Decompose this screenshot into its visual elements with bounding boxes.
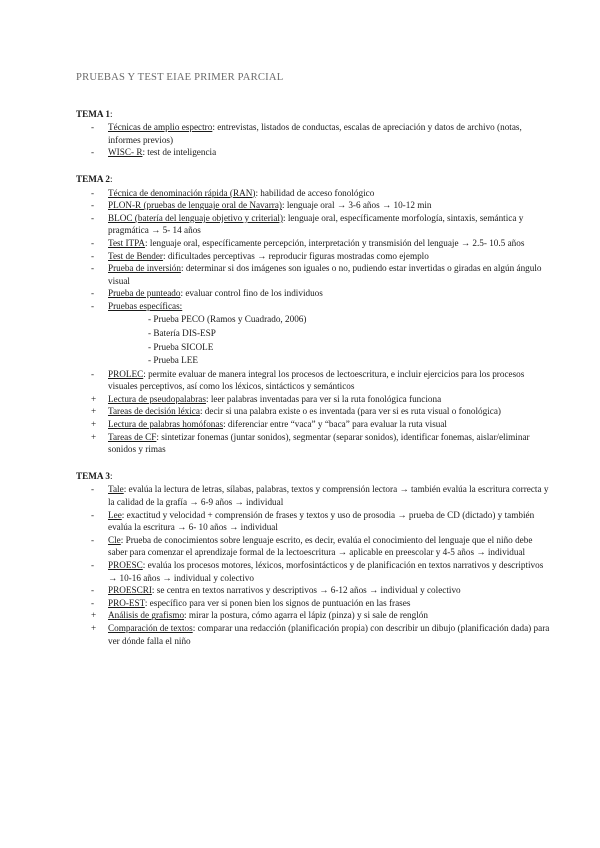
item-list: [76, 368, 552, 393]
item-text: : habilidad de acceso fonológico: [255, 187, 375, 198]
list-item: - Test ITPA: lenguaje oral, específicamente percepción, interpretación y transmisión del lenguaje → 2.5- 10.5 años: [91, 237, 525, 248]
item-text: : evalúa los procesos motores, léxicos, morfosintácticos y de planificación en textos narrativos y descriptivos → 10-16 años → individual y colectivo: [108, 559, 544, 583]
list-item: - PLON-R (pruebas de lenguaje oral de Navarra): lenguaje oral → 3-6 años → 10-12 min: [91, 200, 432, 211]
item-term: BLOC (batería del lenguaje objetivo y criterial): [108, 212, 284, 223]
item-text: : lenguaje oral → 3-6 años → 10-12 min: [281, 200, 432, 211]
list-item: - Cle: Prueba de conocimientos sobre lenguaje escrito, es decir, evalúa el conocimiento del lenguaje que el niño debe saber para comenzar el aprendizaje formal de la lectoescritura → aplicable en preescolar y 4-5 años → individual: [91, 534, 533, 558]
section-heading: TEMA 1:: [76, 108, 113, 119]
item-text: : mirar la postura, cómo agarra el lápiz (pinza) y si sale de renglón: [184, 610, 428, 621]
plus-list: [76, 393, 552, 456]
item-text: : evaluar control fino de los individuos: [180, 288, 323, 299]
item-term: Prueba de punteado: [108, 288, 181, 299]
item-term: Test de Bender: [108, 250, 163, 261]
list-item: - Test de Bender: dificultades perceptivas → reproducir figuras mostradas como ejemplo: [91, 250, 429, 261]
sub-list-item: - Prueba LEE: [148, 355, 199, 366]
sub-list: [108, 313, 552, 368]
list-item: - PRO-EST: específico para ver si ponen bien los signos de puntuación en las frases: [91, 597, 411, 608]
item-term: Tale: [108, 484, 124, 495]
section-tema-2: [76, 173, 552, 456]
item-text: : comparar una redacción (planificación propia) con describir un dibujo (planificación dada) para ver dónde falla el niño: [108, 622, 550, 646]
item-list: [76, 121, 552, 159]
item-term: Comparación de textos: [108, 622, 193, 633]
item-term: Pruebas específicas:: [108, 300, 183, 311]
item-text: : entrevistas, listados de conductas, escalas de apreciación y datos de archivo (notas, informes previos): [108, 122, 522, 145]
item-term: Técnicas de amplio espectro: [108, 122, 213, 133]
item-term: PRO-EST: [108, 597, 145, 608]
item-text: : test de inteligencia: [142, 147, 217, 158]
document-title: PRUEBAS Y TEST EIAE PRIMER PARCIAL: [76, 72, 284, 83]
item-list: [76, 483, 552, 609]
item-term: Tareas de CF: [108, 431, 157, 442]
item-term: Lectura de palabras homófonas: [108, 419, 224, 429]
list-item: - Prueba de punteado: evaluar control fino de los individuos: [91, 288, 323, 299]
item-text: : dificultades perceptivas → reproducir figuras mostradas como ejemplo: [162, 250, 429, 261]
list-item: + Comparación de textos: comparar una redacción (planificación propia) con describir un dibujo (planificación dada) para ver dónde falla el niño: [91, 622, 550, 646]
list-item: - Técnica de denominación rápida (RAN): habilidad de acceso fonológico: [91, 187, 375, 198]
item-text: : específico para ver si ponen bien los signos de puntuación en las frases: [144, 597, 411, 608]
item-term: PROLEC: [108, 368, 144, 379]
item-term: Prueba de inversión: [108, 263, 181, 274]
item-term: Tareas de decisión léxica: [108, 406, 200, 417]
list-item: + Tareas de CF: sintetizar fonemas (juntar sonidos), segmentar (separar sonidos), identificar fonemas, aislar/eliminar sonidos y rimas: [91, 431, 530, 455]
section-heading: TEMA 3:: [76, 470, 113, 481]
item-list: [76, 187, 552, 368]
list-item: - PROLEC: permite evaluar de manera integral los procesos de lectoescritura, e incluir ejercicios para los procesos visuales perceptivos, así como los léxicos, sintácticos y semánticos: [91, 368, 525, 392]
item-term: PLON-R (pruebas de lenguaje oral de Navarra): [108, 200, 282, 211]
item-text: : sintetizar fonemas (juntar sonidos), segmentar (separar sonidos), identificar fonemas, aislar/eliminar sonidos y rimas: [108, 431, 530, 455]
item-text: : decir si una palabra existe o es inventada (para ver si es ruta visual o fonológica): [199, 406, 501, 417]
item-term: WISC- R: [108, 147, 143, 158]
list-item: + Tareas de decisión léxica: decir si una palabra existe o es inventada (para ver si es ruta visual o fonológica): [91, 406, 501, 417]
item-text: : diferenciar entre “vaca” y “baca” para evaluar la ruta visual: [223, 419, 447, 429]
list-item: - Tale: evalúa la lectura de letras, sílabas, palabras, textos y comprensión lectora → también evalúa la escritura correcta y la calidad de la grafía → 6-9 años → individual: [91, 484, 549, 507]
list-item: + Análisis de grafismo: mirar la postura, cómo agarra el lápiz (pinza) y si sale de renglón: [91, 610, 428, 621]
list-item: + Lectura de palabras homófonas: diferenciar entre “vaca” y “baca” para evaluar la ruta visual: [91, 419, 447, 429]
list-item: - Técnicas de amplio espectro: entrevistas, listados de conductas, escalas de apreciación y datos de archivo (notas, informes previos): [91, 122, 522, 145]
item-term: PROESCRI: [108, 585, 152, 596]
item-term: Lee: [108, 509, 122, 520]
list-item: - Lee: exactitud y velocidad + comprensión de frases y textos y uso de prosodia → prueba de CD (dictado) y también evalúa la escritura → 6- 10 años → individual: [91, 509, 535, 533]
sub-list-item: - Prueba SICOLE: [148, 341, 214, 352]
item-term: Cle: [108, 534, 121, 545]
item-term: Test ITPA: [108, 237, 146, 248]
item-term: Técnica de denominación rápida (RAN): [108, 187, 256, 198]
list-item: - Prueba de inversión: determinar si dos imágenes son iguales o no, pudiendo estar invertidas o giradas en algún ángulo visual: [91, 263, 542, 286]
plus-list: [76, 609, 552, 647]
item-text: : lenguaje oral, específicamente morfología, sintaxis, semántica y pragmática → 5- 14 años: [108, 212, 524, 236]
item-text: : se centra en textos narrativos y descriptivos → 6-12 años → individual y colectivo: [151, 585, 461, 596]
sub-list-item: - Batería DIS-ESP: [148, 327, 216, 338]
item-term: Análisis de grafismo: [108, 610, 185, 621]
list-item: - PROESC: evalúa los procesos motores, léxicos, morfosintácticos y de planificación en textos narrativos y descriptivos → 10-16 años → individual y colectivo: [91, 559, 544, 583]
sub-list-item: - Prueba PECO (Ramos y Cuadrado, 2006): [148, 314, 307, 325]
item-text: : determinar si dos imágenes son iguales o no, pudiendo estar invertidas o giradas en algún ángulo visual: [108, 263, 542, 286]
item-text: : evalúa la lectura de letras, sílabas, palabras, textos y comprensión lectora → también evalúa la escritura correcta y la calidad de la grafía → 6-9 años → individual: [108, 484, 549, 507]
item-text: : permite evaluar de manera integral los procesos de lectoescritura, e incluir ejercicios para los procesos visuales perceptivos, así como los léxicos, sintácticos y semánticos: [108, 368, 525, 392]
item-text: : lenguaje oral, específicamente percepción, interpretación y transmisión del lenguaje → 2.5- 10.5 años: [145, 237, 525, 248]
section-heading: TEMA 2:: [76, 173, 113, 184]
item-term: Lectura de pseudopalabras: [108, 393, 206, 404]
list-item: - Pruebas específicas: - Prueba PECO (Ramos y Cuadrado, 2006) - Batería DIS-ESP - Prueba SICOLE - Prueba LEE: [76, 300, 552, 368]
item-text: : leer palabras inventadas para ver si la ruta fonológica funciona: [205, 393, 442, 404]
section-tema-3: [76, 470, 552, 647]
list-item: - PROESCRI: se centra en textos narrativos y descriptivos → 6-12 años → individual y colectivo: [91, 585, 461, 596]
list-item: - WISC- R: test de inteligencia: [91, 147, 217, 158]
item-term: PROESC: [108, 559, 143, 570]
list-item: + Lectura de pseudopalabras: leer palabras inventadas para ver si la ruta fonológica funciona: [91, 393, 442, 404]
section-tema-1: [76, 108, 552, 159]
item-text: : Prueba de conocimientos sobre lenguaje escrito, es decir, evalúa el conocimiento del lenguaje que el niño debe saber para comenzar el aprendizaje formal de la lectoescritura → aplicable en preescolar y 4-5 años → individual: [108, 534, 533, 558]
list-item: - BLOC (batería del lenguaje objetivo y criterial): lenguaje oral, específicamente morfología, sintaxis, semántica y pragmática → 5- 14 años: [91, 212, 524, 236]
item-text: : exactitud y velocidad + comprensión de frases y textos y uso de prosodia → prueba de CD (dictado) y también evalúa la escritura → 6- 10 años → individual: [108, 509, 535, 533]
